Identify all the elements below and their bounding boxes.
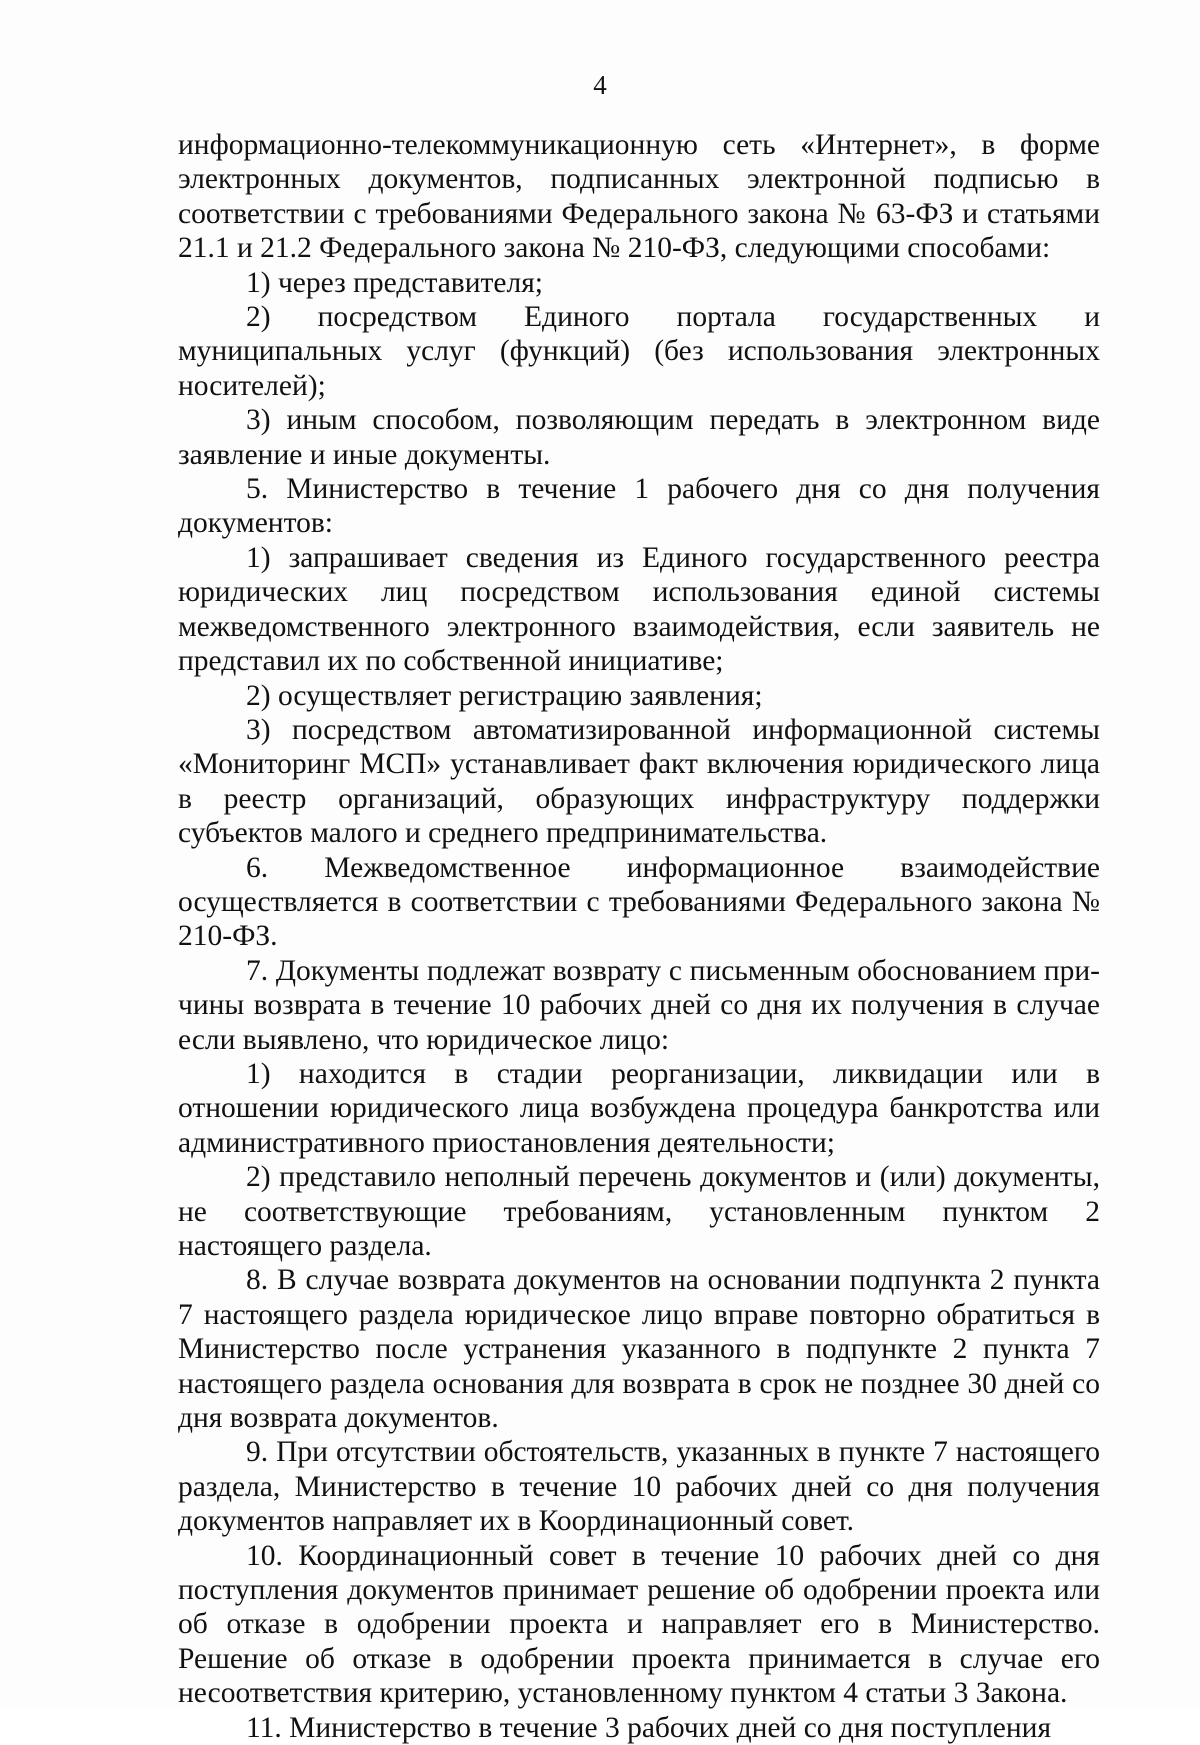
paragraph: информационно-телекоммуникационную сеть «Интернет», в форме электронных документов, подписанных электронной подписью в соответствии с требованиями Федерального закона № 63-ФЗ и статьями 21.1 и 21.2 Федерального закона № 210-ФЗ, следующими способами: [178, 129, 1100, 265]
clause-11: 11. Министерство в течение 3 рабочих дней со дня поступления [246, 1711, 1052, 1744]
clause-7: 7. Документы подлежат возврату с письменным обоснованием причины возврата в течение 10 рабочих дней со дня их получения в случае если выявлено, что юридическое лицо: [178, 954, 1100, 1056]
list-item: 1) через представителя; [246, 266, 543, 299]
list-item: 2) осуществляет регистрацию заявления; [246, 679, 763, 712]
list-item: 1) запрашивает сведения из Единого государственного реестра юридических лиц посредством использования единой системы межведомственного электронного взаимодействия, если заявитель не представил их по собственной инициативе; [178, 541, 1100, 678]
page-number: 4 [593, 70, 607, 100]
list-item: 2) представило неполный перечень документов и (или) документы, не соответствующие требованиям, установленным пунктом 2 настоящего раздела. [178, 1161, 1100, 1262]
list-item: 3) посредством автоматизированной информационной системы «Мониторинг МСП» устанавливает факт включения юридического лица в реестр организаций, образующих инфраструктуру поддержки субъектов малого и среднего предпринимательства. [178, 713, 1100, 850]
clause-10: 10. Координационный совет в течение 10 рабочих дней со дня поступления документов принимает решение об одобрении проекта или об отказе в одобрении проекта и направляет его в Министерство. Решение об отказе в одобрении проекта принимается в случае его несоответствия критерию, установленному пунктом 4 статьи 3 Закона. [178, 1539, 1100, 1710]
document-body [178, 128, 1100, 1745]
clause-5: 5. Министерство в течение 1 рабочего дня со дня получения документов: [178, 473, 1100, 540]
list-item: 3) иным способом, позволяющим передать в электронном виде заявление и иные документы. [178, 404, 1100, 471]
clause-8: 8. В случае возврата документов на основании подпункта 2 пункта 7 настоящего раздела юридическое лицо вправе повторно обратиться в Министерство после устранения указанного в подпункте 2 пункта 7 настоящего раздела основания для возврата в срок не позднее 30 дней со дня возврата документов. [178, 1264, 1100, 1435]
list-item: 2) посредством Единого портала государственных и муниципальных услуг (функций) (без использования электронных носителей); [178, 301, 1100, 402]
list-item: 1) находится в стадии реорганизации, ликвидации или в отношении юридического лица возбуждена процедура банкротства или административного приостановления деятельности; [178, 1057, 1100, 1159]
clause-6: 6. Межведомственное информационное взаимодействие осуществляется в соответствии с требованиями Федерального закона № 210-ФЗ. [178, 851, 1100, 953]
clause-9: 9. При отсутствии обстоятельств, указанных в пункте 7 настоящего раздела, Министерство в течение 10 рабочих дней со дня получения документов направляет их в Координационный совет. [178, 1436, 1100, 1538]
